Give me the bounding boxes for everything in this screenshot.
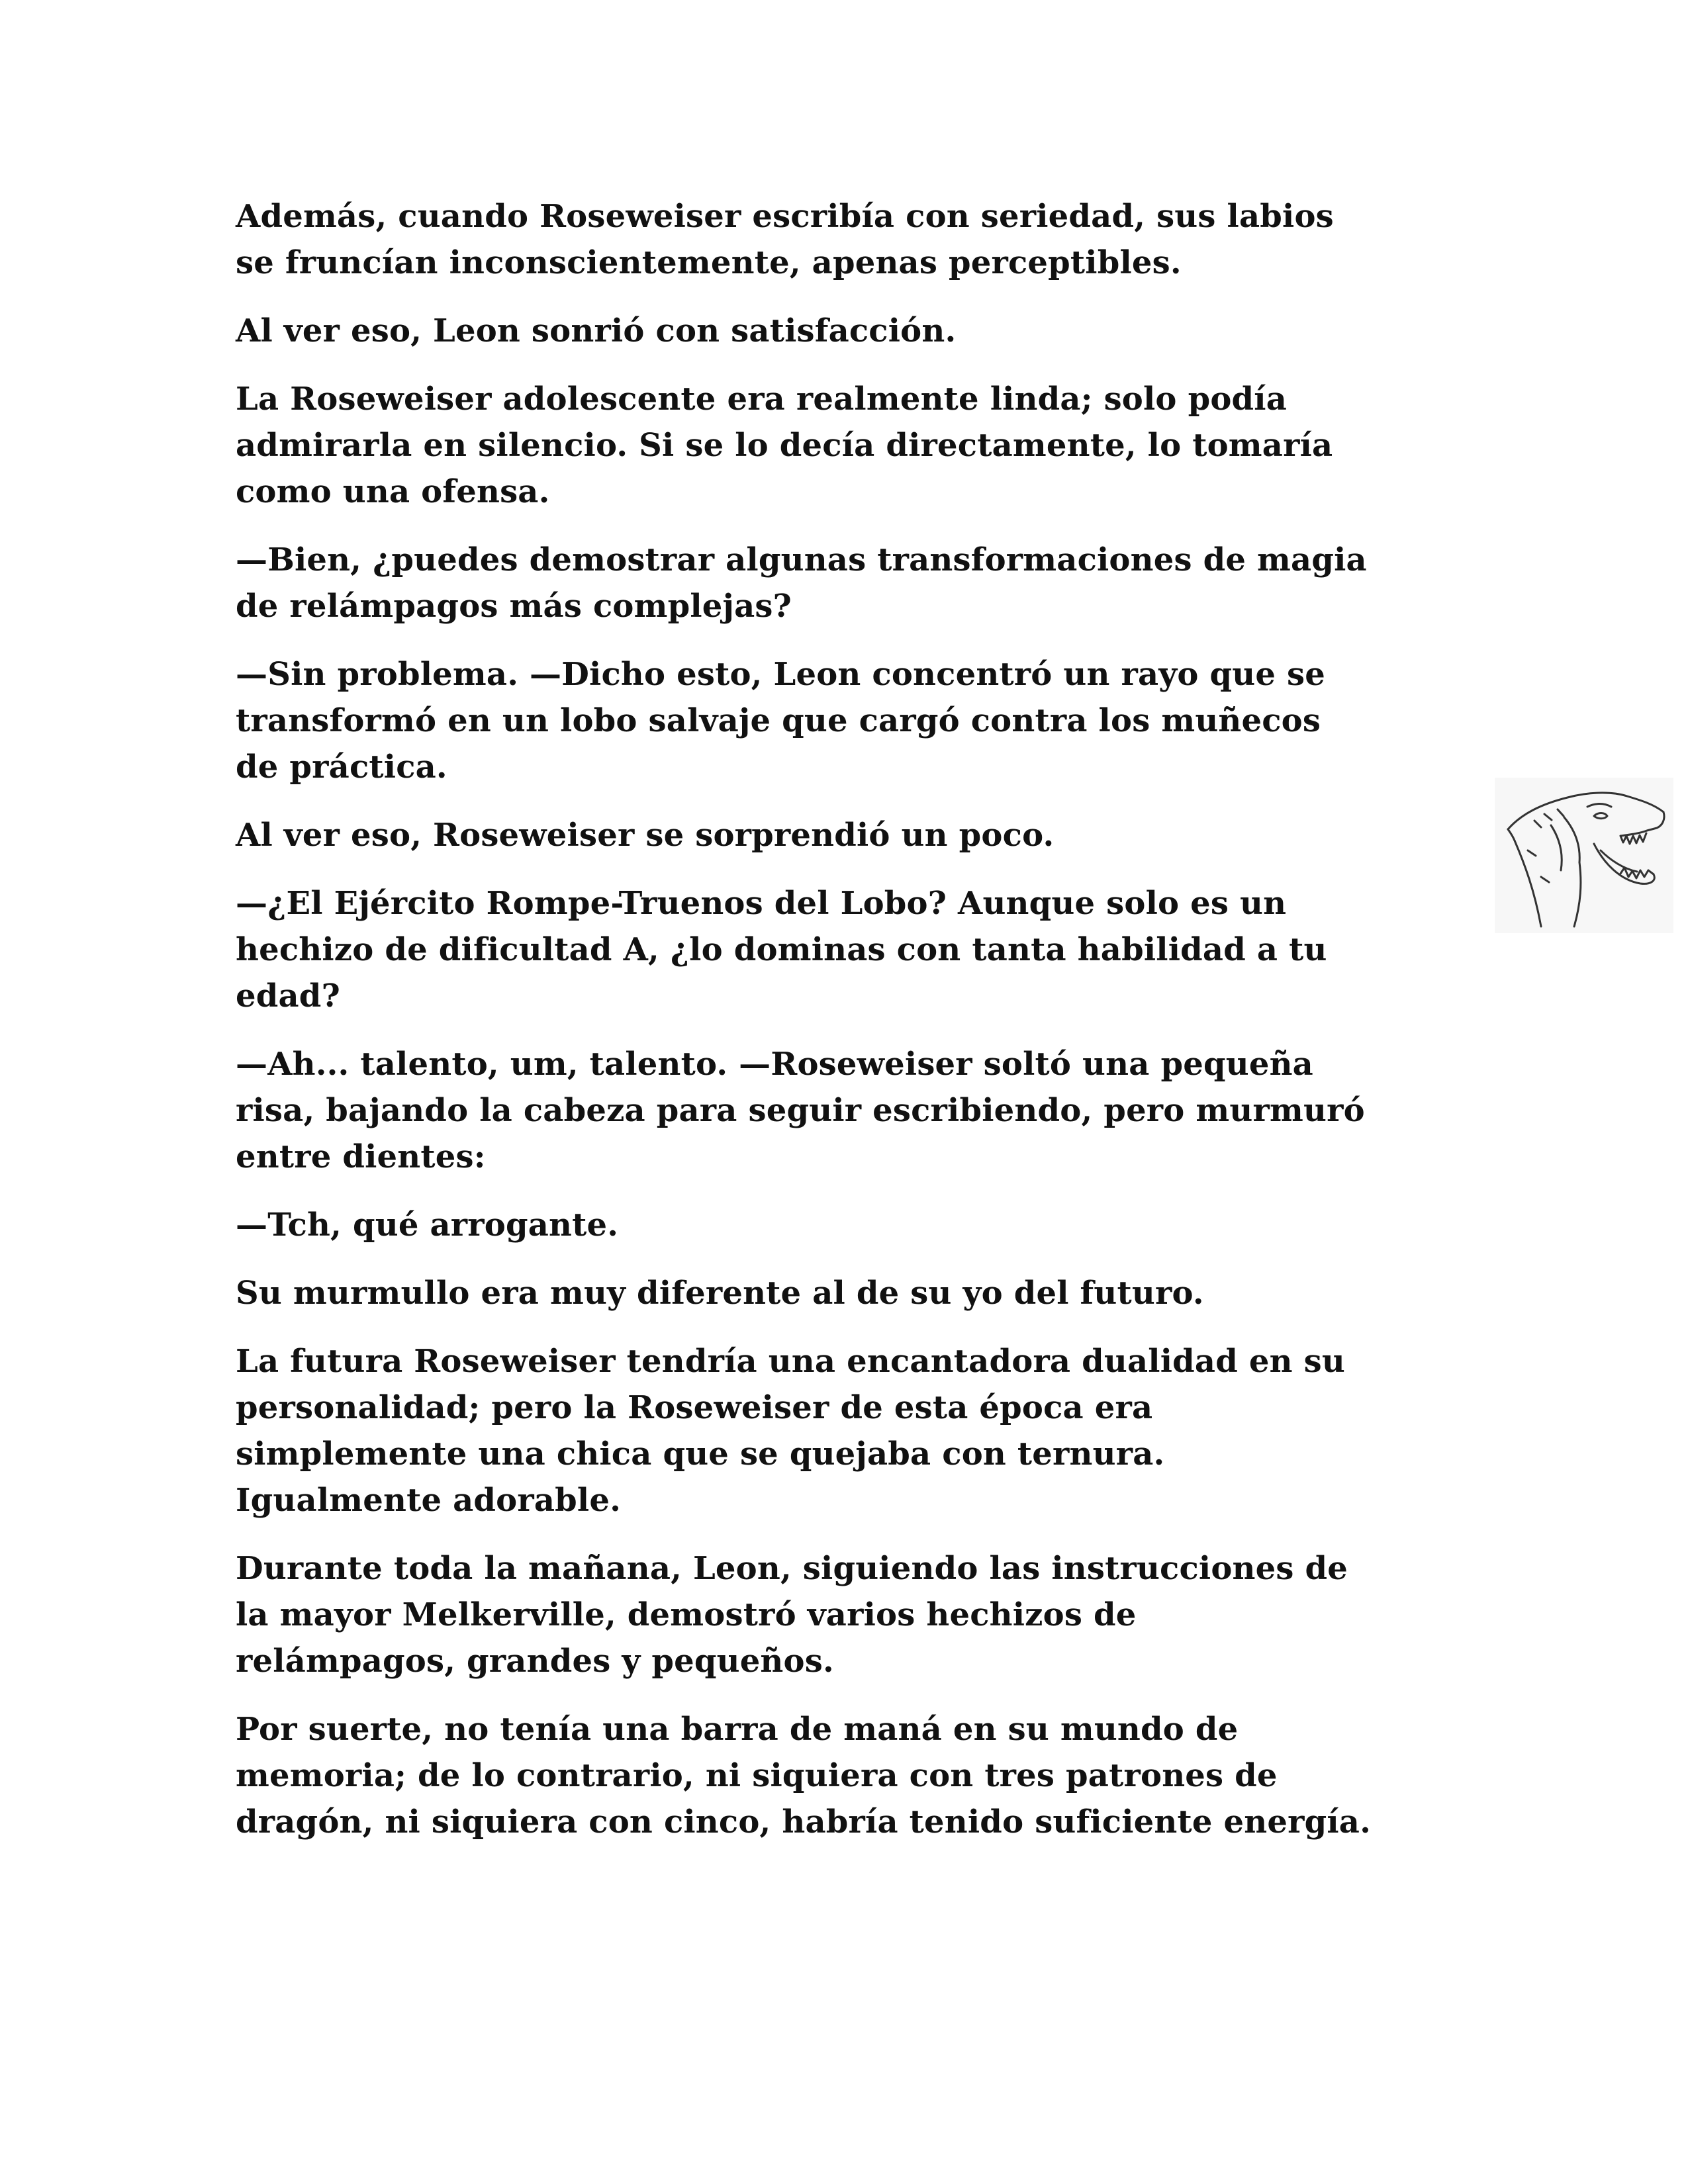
paragraph-10: Su murmullo era muy diferente al de su yo del futuro. [236,1275,1204,1312]
body-text [236,193,1460,1867]
paragraph-3: La Roseweiser adolescente era realmente linda; solo podía admirarla en silencio. Si se lo decía directamente, lo tomaría como una ofensa. [236,381,1333,510]
paragraph-6: Al ver eso, Roseweiser se sorprendió un poco. [236,817,1055,854]
paragraph-9: —Tch, qué arrogante. [236,1206,619,1244]
paragraph-2: Al ver eso, Leon sonrió con satisfacción. [236,312,957,349]
paragraph-5: —Sin problema. —Dicho esto, Leon concentró un rayo que se transformó en un lobo salvaje que cargó contra los muñecos de práctica. [236,656,1326,786]
paragraph-7: —¿El Ejército Rompe-Truenos del Lobo? Aunque solo es un hechizo de dificultad A, ¿lo dominas con tanta habilidad a tu edad? [236,885,1327,1015]
paragraph-8: —Ah... talento, um, talento. —Roseweiser soltó una pequeña risa, bajando la cabeza para seguir escribiendo, pero murmuró entre dientes: [236,1046,1365,1175]
paragraph-11: La futura Roseweiser tendría una encantadora dualidad en su personalidad; pero la Roseweiser de esta época era simplemente una chica que se quejaba con ternura. Igualmente adorable. [236,1343,1345,1519]
paragraph-4: —Bien, ¿puedes demostrar algunas transformaciones de magia de relámpagos más complejas? [236,541,1367,625]
paragraph-12: Durante toda la mañana, Leon, siguiendo las instrucciones de la mayor Melkerville, demostró varios hechizos de relámpagos, grandes y pequeños. [236,1550,1348,1680]
dinosaur-head-sketch-icon [1495,778,1673,933]
paragraph-1: Además, cuando Roseweiser escribía con seriedad, sus labios se fruncían inconscientemente, apenas perceptibles. [236,198,1334,281]
paragraph-13: Por suerte, no tenía una barra de maná en su mundo de memoria; de lo contrario, ni siquiera con tres patrones de dragón, ni siquiera con cinco, habría tenido suficiente energía. [236,1711,1371,1841]
